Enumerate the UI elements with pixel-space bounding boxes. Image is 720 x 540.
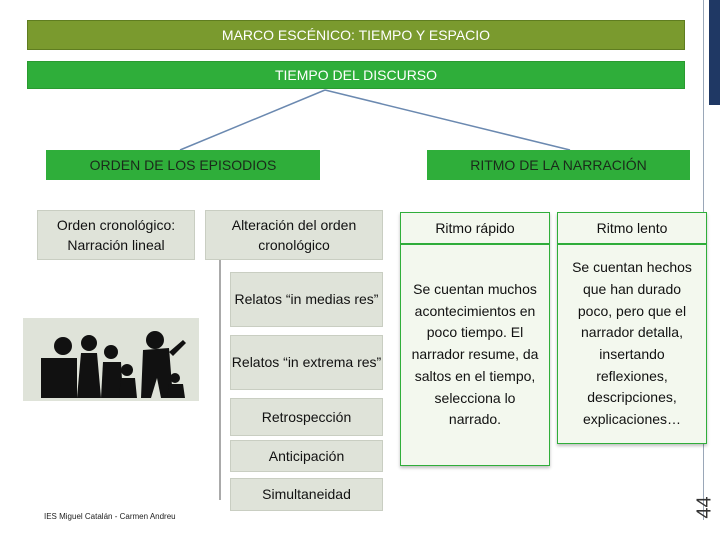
ritmo-rapido-head <box>400 212 550 244</box>
item-retrospeccion <box>230 398 383 436</box>
item-retrospeccion-label: Retrospección <box>261 408 352 425</box>
main-title: MARCO ESCÉNICO: TIEMPO Y ESPACIO <box>221 27 491 43</box>
item-simultaneidad-label: Simultaneidad <box>262 486 351 503</box>
alteracion-card <box>205 210 383 260</box>
connector-right <box>325 90 570 150</box>
footer-credit: IES Miguel Catalán - Carmen Andreu <box>44 512 176 521</box>
orden-cronologico-card <box>37 210 195 260</box>
ritmo-header <box>427 150 690 180</box>
item-medias-res <box>230 272 383 327</box>
item-anticipacion-label: Anticipación <box>268 447 345 464</box>
ritmo-rapido-body <box>400 244 550 466</box>
ritmo-header-label: RITMO DE LA NARRACIÓN <box>470 157 647 173</box>
item-medias-res-label: Relatos “in medias res” <box>234 291 379 308</box>
page-number: 44 <box>693 496 716 519</box>
subtitle: TIEMPO DEL DISCURSO <box>274 67 438 83</box>
ritmo-lento-body <box>557 244 707 444</box>
silhouette-illustration <box>23 318 199 401</box>
connector-left <box>180 90 325 150</box>
ritmo-lento-title: Ritmo lento <box>596 220 668 236</box>
orden-header-label: ORDEN DE LOS EPISODIOS <box>89 157 277 173</box>
item-simultaneidad <box>230 478 383 511</box>
item-extrema-res-label: Relatos “in extrema res” <box>231 354 382 371</box>
orden-cronologico-label: Orden cronológico: Narración lineal <box>56 216 176 253</box>
orden-header <box>46 150 320 180</box>
ritmo-lento-text: Se cuentan hechos que han durado poco, pero que el narrador detalla, insertando reflexiones, descripciones, explicaciones… <box>572 259 692 428</box>
alteracion-label: Alteración del orden cronológico <box>231 216 357 253</box>
item-extrema-res <box>230 335 383 390</box>
item-anticipacion <box>230 440 383 472</box>
ritmo-rapido-text: Se cuentan muchos acontecimientos en poco tiempo. El narrador resume, da saltos en el tiempo, selecciona lo narrado. <box>411 281 539 428</box>
ritmo-lento-head <box>557 212 707 244</box>
ritmo-rapido-title: Ritmo rápido <box>435 220 515 236</box>
